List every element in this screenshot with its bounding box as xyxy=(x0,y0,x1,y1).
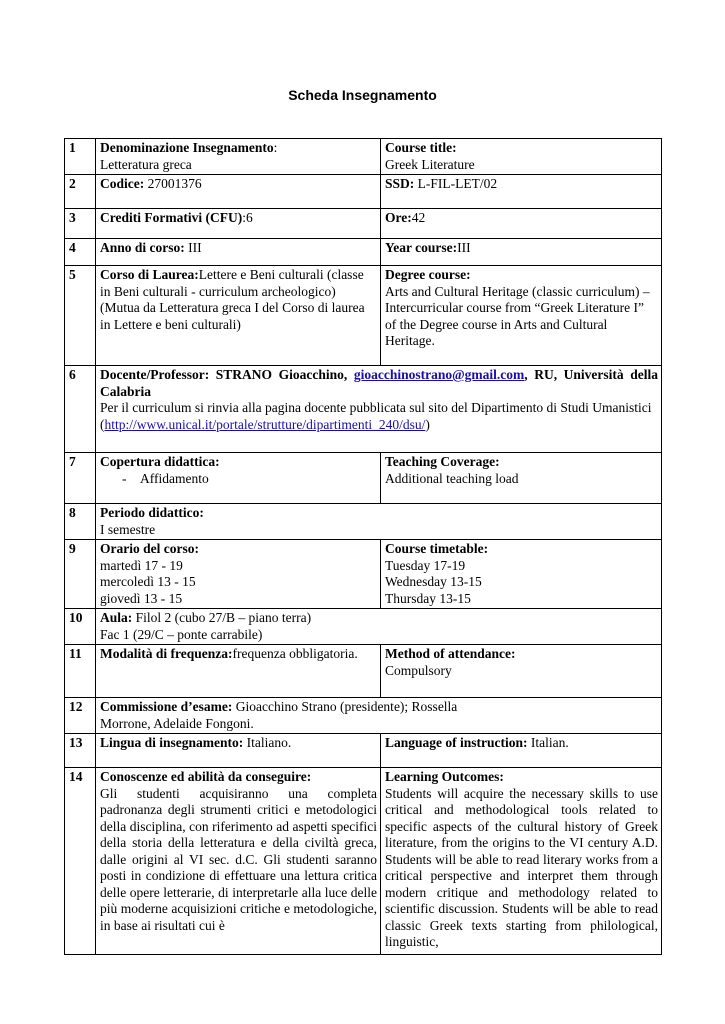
field-value: Students will acquire the necessary skills to use critical and methodological tools related to specific aspects of the cultural history of Greek literature, from the origins to the VI century A.D. Students will be able to read literary works from a critical perspective and interpret them through modern critique and methodology related to scientific discussion. Students will be able to read classic Greek texts starting from philological, linguistic, xyxy=(385,785,658,949)
hours-cell xyxy=(381,209,662,239)
code-cell xyxy=(96,175,381,209)
row-number: 6 xyxy=(65,366,96,453)
table-row xyxy=(65,645,662,698)
row-number: 8 xyxy=(65,504,96,540)
teaching-period-cell xyxy=(96,504,662,540)
teaching-language-cell xyxy=(96,734,381,768)
field-value: Letteratura greca xyxy=(100,156,192,172)
field-value: Fac 1 (29/C – ponte carrabile) xyxy=(100,626,263,642)
field-value: I semestre xyxy=(100,521,156,537)
field-label: Method of attendance: xyxy=(385,646,516,661)
field-value: Gli studenti acquisiranno una completa padronanza degli strumenti critici e metodologici della disciplina, con riferimento ad aspetti specifici della storia della letteratura e della civiltà greca, dalle origini al VI sec. d.C. Gli studenti saranno posti in condizione di effettuare una lettura critica delle opere letterarie, di interpretarle alla luce delle più moderne acquisizioni critiche e metodologiche, in base ai risultati cui è xyxy=(100,785,377,933)
table-row xyxy=(65,139,662,175)
timetable-line: Wednesday 13-15 xyxy=(385,574,482,589)
professor-cell xyxy=(96,366,662,453)
row-number: 7 xyxy=(65,453,96,504)
field-label: Modalità di frequenza: xyxy=(100,646,233,661)
table-row xyxy=(65,266,662,366)
field-value: Compulsory xyxy=(385,662,452,678)
field-label: Periodo didattico: xyxy=(100,505,204,520)
course-timetable-cell xyxy=(381,540,662,609)
row-number: 10 xyxy=(65,609,96,645)
table-row xyxy=(65,734,662,768)
row-number: 2 xyxy=(65,175,96,209)
page-title: Scheda Insegnamento xyxy=(288,87,437,103)
course-title-cell xyxy=(381,139,662,175)
field-value: Filol 2 (cubo 27/B – piano terra) xyxy=(132,610,312,625)
knowledge-skills-cell xyxy=(96,768,381,955)
field-value: L-FIL-LET/02 xyxy=(414,176,498,191)
field-label: Copertura didattica: xyxy=(100,454,220,469)
field-value: 42 xyxy=(411,210,426,225)
timetable-line: giovedì 13 - 15 xyxy=(100,590,183,606)
table-row xyxy=(65,768,662,955)
row-number: 4 xyxy=(65,239,96,266)
row-number: 3 xyxy=(65,209,96,239)
learning-outcomes-cell xyxy=(381,768,662,955)
table-row xyxy=(65,698,662,734)
timetable-cell xyxy=(96,540,381,609)
year-cell xyxy=(96,239,381,266)
table-row xyxy=(65,175,662,209)
timetable-line: martedì 17 - 19 xyxy=(100,557,183,573)
timetable-line: mercoledì 13 - 15 xyxy=(100,574,196,589)
field-value: Additional teaching load xyxy=(385,470,519,486)
professor-name: STRANO Gioacchino, xyxy=(209,367,354,382)
classroom-cell xyxy=(96,609,662,645)
field-label: Year course: xyxy=(385,240,458,255)
professor-email-link[interactable]: gioacchinostrano@gmail.com xyxy=(353,367,525,382)
field-value: Arts and Cultural Heritage (classic curriculum) – Intercurricular course from “Greek Literature I” of the Degree course in Arts and Cultural Heritage. xyxy=(385,283,650,348)
row-number: 5 xyxy=(65,266,96,366)
field-label: Course title: xyxy=(385,140,457,155)
field-value: III xyxy=(457,240,471,255)
curriculum-text-end: ) xyxy=(425,416,430,432)
row-number: 11 xyxy=(65,645,96,698)
field-label: Aula: xyxy=(100,610,133,625)
field-note: (Mutua da Letteratura greca I del Corso di laurea in Lettere e beni culturali) xyxy=(100,300,365,332)
row-number: 1 xyxy=(65,139,96,175)
field-value: Affidamento xyxy=(140,470,209,486)
method-attendance-cell xyxy=(381,645,662,698)
attendance-cell xyxy=(96,645,381,698)
teaching-coverage-en-cell xyxy=(381,453,662,504)
curriculum-text: Per il curriculum si rinvia alla pagina docente pubblicata sul sito del Dipartimento di Studi Umanistici ( xyxy=(100,400,652,432)
field-label: Course timetable: xyxy=(385,541,489,556)
department-page-link[interactable]: http://www.unical.it/portale/strutture/dipartimenti_240/dsu/ xyxy=(104,416,426,432)
table-row xyxy=(65,540,662,609)
field-value: 27001376 xyxy=(144,176,202,191)
field-value: Lettere e Beni culturali (classe in Beni culturali - curriculum archeologico) xyxy=(100,267,364,299)
field-label: Lingua di insegnamento: xyxy=(100,735,244,750)
field-label: Orario del corso: xyxy=(100,541,199,556)
row-number: 9 xyxy=(65,540,96,609)
professor-affiliation: , RU, Università della Calabria xyxy=(100,367,658,399)
field-label: Commissione d’esame: xyxy=(100,699,233,714)
field-label: Teaching Coverage: xyxy=(385,454,500,469)
table-row xyxy=(65,609,662,645)
field-label: Language of instruction: xyxy=(385,735,528,750)
field-value: :6 xyxy=(242,210,253,225)
field-label: Conoscenze ed abilità da conseguire: xyxy=(100,769,312,784)
field-value: III xyxy=(184,240,202,255)
table-row xyxy=(65,453,662,504)
field-value: Italiano. xyxy=(243,735,292,750)
field-value: Gioacchino Strano (presidente); Rossella Morrone, Adelaide Fongoni. xyxy=(100,699,458,731)
field-label: Learning Outcomes: xyxy=(385,769,504,784)
course-name-cell xyxy=(96,139,381,175)
field-label: Ore: xyxy=(385,210,412,225)
year-course-cell xyxy=(381,239,662,266)
field-colon: : xyxy=(273,140,278,155)
row-number: 14 xyxy=(65,768,96,955)
list-dash: - xyxy=(122,470,127,486)
field-value: Greek Literature xyxy=(385,156,475,172)
timetable-line: Thursday 13-15 xyxy=(385,590,471,606)
timetable-line: Tuesday 17-19 xyxy=(385,557,466,573)
exam-committee-cell xyxy=(96,698,662,734)
course-sheet-table xyxy=(64,138,662,955)
field-label: Degree course: xyxy=(385,267,471,282)
field-label: Codice: xyxy=(100,176,145,191)
degree-cell xyxy=(96,266,381,366)
instruction-language-cell xyxy=(381,734,662,768)
field-label: Denominazione Insegnamento xyxy=(100,140,274,155)
field-label: Corso di Laurea: xyxy=(100,267,199,282)
row-number: 13 xyxy=(65,734,96,768)
row-number: 12 xyxy=(65,698,96,734)
teaching-coverage-cell xyxy=(96,453,381,504)
field-value: Italian. xyxy=(527,735,569,750)
field-value: frequenza obbligatoria. xyxy=(232,646,358,661)
field-label: SSD: xyxy=(385,176,415,191)
table-row xyxy=(65,239,662,266)
field-label: Anno di corso: xyxy=(100,240,185,255)
field-label: Docente/Professor: xyxy=(100,367,210,382)
table-row xyxy=(65,366,662,453)
table-row xyxy=(65,209,662,239)
ssd-cell xyxy=(381,175,662,209)
field-label: Crediti Formativi (CFU) xyxy=(100,210,243,225)
credits-cell xyxy=(96,209,381,239)
table-row xyxy=(65,504,662,540)
degree-course-cell xyxy=(381,266,662,366)
